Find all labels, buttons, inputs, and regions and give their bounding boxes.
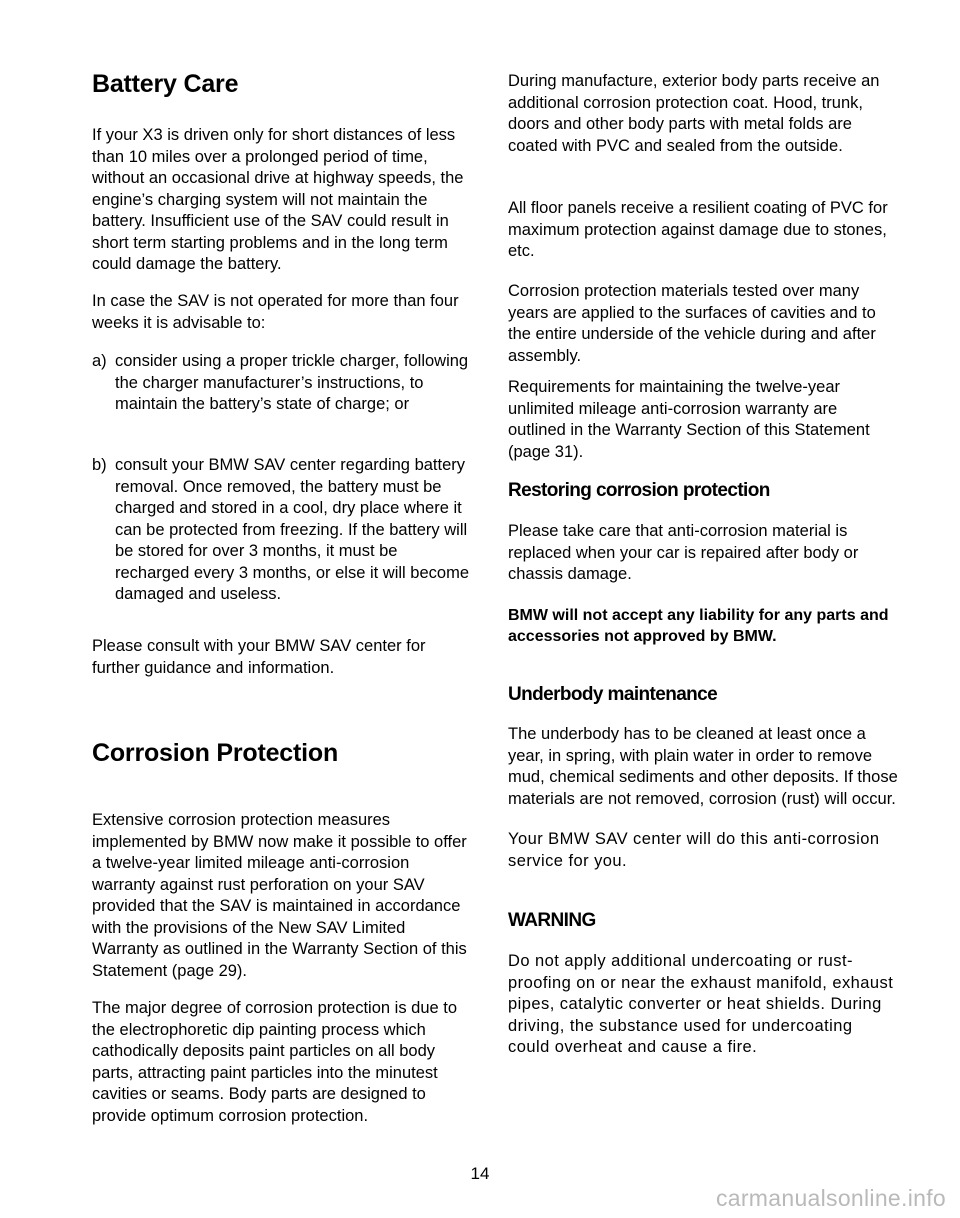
underbody-maintenance-heading: Underbody maintenance <box>508 684 718 705</box>
restoring-corrosion-paragraph: Please take care that anti-corrosion material is replaced when your car is repaired after body or chassis damage. <box>508 522 859 583</box>
liability-note: BMW will not accept any liability for any parts and accessories not approved by BMW. <box>508 607 889 645</box>
corrosion-materials-paragraph: Corrosion protection materials tested over many years are applied to the surfaces of cavities and to the entire underside of the vehicle during and after assembly. <box>508 282 876 365</box>
floor-panels-paragraph: All floor panels receive a resilient coating of PVC for maximum protection against damage due to stones, etc. <box>508 199 888 260</box>
underbody-paragraph-2: Your BMW SAV center will do this anti-corrosion service for you. <box>508 830 880 870</box>
underbody-paragraph-1: The underbody has to be cleaned at least once a year, in spring, with plain water in order to remove mud, chemical sediments and other deposits. If those materials are not removed, corrosion (rust) will occur. <box>508 725 898 808</box>
list-item-a-text: consider using a proper trickle charger, following the charger manufacturer’s instructions, to maintain the battery’s state of charge; or <box>115 352 469 413</box>
battery-care-list-item-a <box>92 351 474 416</box>
warning-heading: WARNING <box>508 910 596 931</box>
battery-care-paragraph-1: If your X3 is driven only for short distances of less than 10 miles over a prolonged period of time, without an occasional drive at highway speeds, the engine’s charging system will not maintain the battery. Insufficient use of the SAV could result in short term starting problems and in the long term could damage the battery. <box>92 126 464 273</box>
list-item-b-text: consult your BMW SAV center regarding battery removal. Once removed, the battery must be charged and stored in a cool, dry place where it can be protected from freezing. If the battery will be stored for over 3 months, it must be recharged every 3 months, or else it will become damaged and useless. <box>115 456 469 603</box>
list-marker-a: a) <box>92 352 107 370</box>
list-marker-b: b) <box>92 456 107 474</box>
warning-paragraph: Do not apply additional undercoating or rust-proofing on or near the exhaust manifold, exhaust pipes, catalytic converter or heat shields. During driving, the substance used for undercoating could overheat and cause a fire. <box>508 952 894 1056</box>
battery-care-paragraph-3: Please consult with your BMW SAV center for further guidance and information. <box>92 637 426 677</box>
battery-care-paragraph-2: In case the SAV is not operated for more than four weeks it is advisable to: <box>92 292 459 332</box>
corrosion-protection-paragraph-2: The major degree of corrosion protection is due to the electrophoretic dip painting process which cathodically deposits paint particles on all body parts, attracting paint particles into the minutest cavities or seams. Body parts are designed to provide optimum corrosion protection. <box>92 999 458 1125</box>
battery-care-heading: Battery Care <box>92 70 239 98</box>
page-number: 14 <box>470 1164 490 1183</box>
battery-care-list-item-b <box>92 455 474 606</box>
restoring-corrosion-heading: Restoring corrosion protection <box>508 480 770 501</box>
manufacture-paragraph: During manufacture, exterior body parts receive an additional corrosion protection coat. Hood, trunk, doors and other body parts with metal folds are coated with PVC and sealed from the outside. <box>508 72 880 155</box>
watermark: carmanualsonline.info <box>715 1185 946 1211</box>
corrosion-protection-heading: Corrosion Protection <box>92 739 339 767</box>
warranty-requirements-paragraph: Requirements for maintaining the twelve-year unlimited mileage anti-corrosion warranty are outlined in the Warranty Section of this Statement (page 31). <box>508 378 870 461</box>
corrosion-protection-paragraph-1: Extensive corrosion protection measures implemented by BMW now make it possible to offer a twelve-year limited mileage anti-corrosion warranty against rust perforation on your SAV provided that the SAV is maintained in accordance with the provisions of the New SAV Limited Warranty as outlined in the Warranty Section of this Statement (page 29). <box>92 811 467 980</box>
